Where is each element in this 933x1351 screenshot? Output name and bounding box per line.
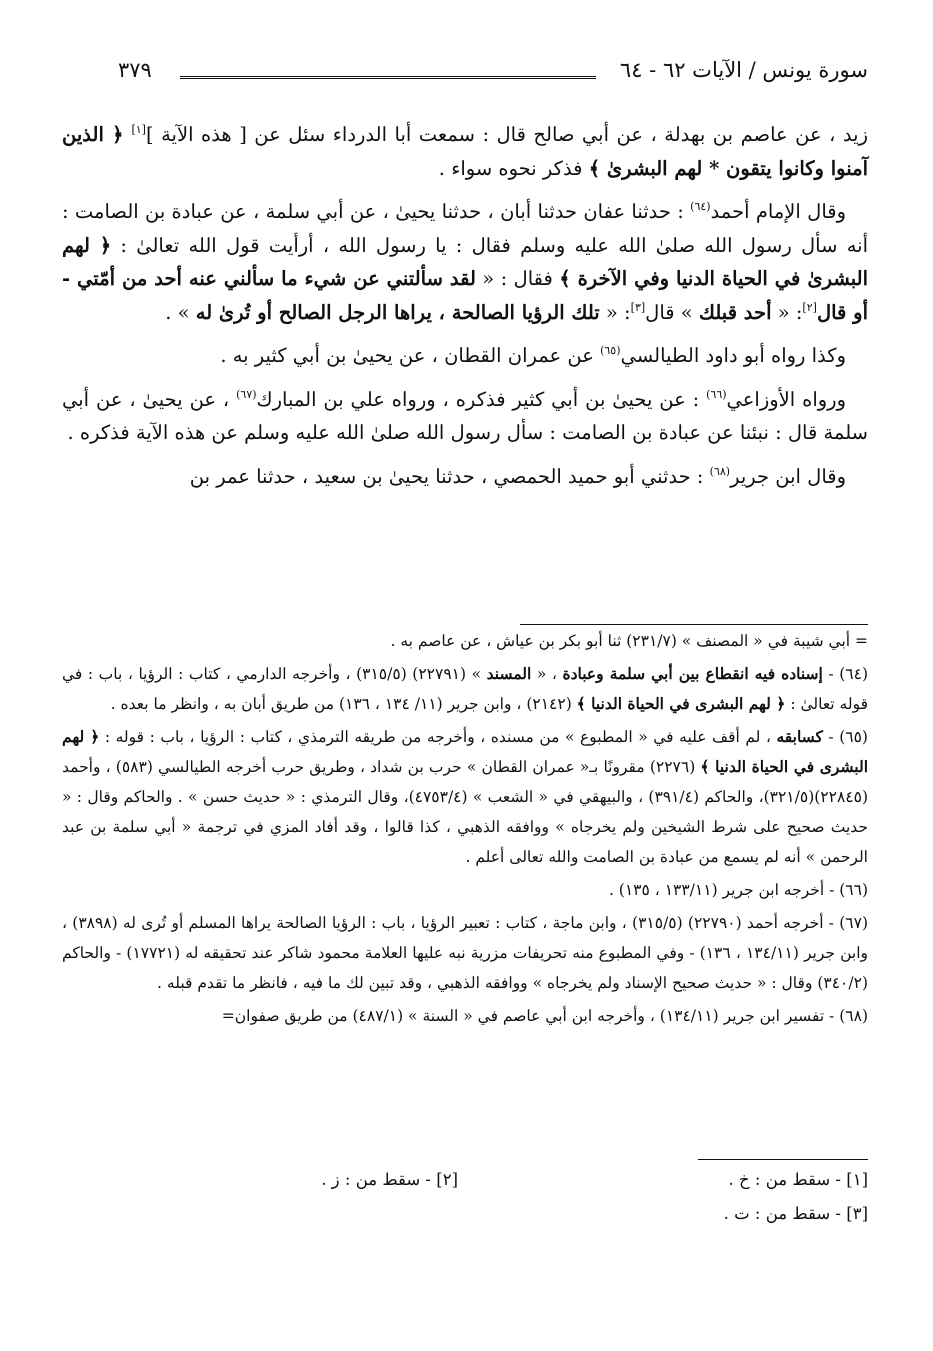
variants-separator (698, 1159, 868, 1160)
footnote-67: (٦٧) - أخرجه أحمد (٢٢٧٩٠) (٣١٥/٥) ، وابن ماجة ، كتاب : تعبير الرؤيا ، باب : الرؤيا الصالحة يراها المسلم أو تُرى له (٣٨٩٨) ، وابن جرير (١٣٤/١١ ، ١٣٦) - وفي المطبوع منه تحريفات مزرية نبه عليها العلامة محمود شاكر عند تحقيقه له (١٧٧٢١) - والحاكم (٣٤٠/٢) وقال : « حديث صحيح الإسناد ولم يخرجاه » ووافقه الذهبي ، وقد تبين لك ما فيه ، فانظر ما تقدم قبله . (62, 914, 869, 992)
page-header (118, 58, 868, 90)
paragraph-2: وقال الإمام أحمد$^{(٦٤)}$ : حدثنا عفان حدثنا أبان ، حدثنا يحيىٰ ، عن أبي سلمة ، عن عبادة بن الصامت : أنه سأل رسول الله صلىٰ الله عليه وسلم فقال : يا رسول الله ، أرأيت قول الله تعالىٰ : ﴿ لهم البشرىٰ في الحياة الدنيا وفي الآخرة ﴾ فقال : « لقد سألتني عن شيء ما سألني عنه أحد من أمّتي - أو قال[٢]: « أحد قبلك » قال[٣]: « تلك الرؤيا الصالحة ، يراها الرجل الصالح أو تُرىٰ له » . (62, 200, 868, 324)
footnote-66: (٦٦) - أخرجه ابن جرير (١٣٣/١١ ، ١٣٥) . (608, 881, 868, 899)
main-text (62, 118, 868, 503)
variant-2: [٢] - سقط من : ز . (321, 1170, 458, 1189)
header-rule (180, 76, 596, 81)
footnote-separator (520, 624, 868, 625)
paragraph-4: ورواه الأوزاعي$^{(٦٦)}$ : عن يحيىٰ بن أبي كثير فذكره ، ورواه علي بن المبارك$^{(٦٧)}$ ، عن يحيىٰ ، عن أبي سلمة قال : نبئنا عن عبادة بن الصامت : سأل رسول الله صلىٰ الله عليه وسلم عن هذه الآية فذكره . (62, 387, 868, 444)
paragraph-1: زيد ، عن عاصم بن بهدلة ، عن أبي صالح قال : سمعت أبا الدرداء سئل عن [ هذه الآية ][١] ﴿ الذين آمنوا وكانوا يتقون * لهم البشرىٰ ﴾ فذكر نحوه سواء . (62, 123, 868, 180)
footnotes (62, 626, 868, 1034)
variant-1: [١] - سقط من : خ . (728, 1170, 868, 1189)
footnote-65: (٦٥) - كسابقه ، لم أقف عليه في « المطبوع » من مسنده ، وأخرجه من طريقه الترمذي ، كتاب : الرؤيا ، باب : قوله : ﴿ لهم البشرى في الحياة الدنيا ﴾ (٢٢٧٦) مقرونًا بـ« عمران القطان » حرب بن شداد ، وطريق حرب أخرجه الطيالسي (٥٨٣) ، وأحمد (٢٢٨٤٥)(٣٢١/٥)، والحاكم (٣٩١/٤) ، والبيهقي في « الشعب » (٤٧٥٣/٤)، وقال الترمذي : « حديث حسن » . والحاكم وقال : « حديث صحيح على شرط الشيخين ولم يخرجاه » ووافقه الذهبي ، كذا قالوا ، وقد أفاد المزي في ترجمة « أبي سلمة بن عبد الرحمن » أنه لم يسمع من عبادة بن الصامت والله تعالى أعلم . (62, 727, 869, 866)
footnote-64: (٦٤) - إسناده فيه انقطاع بين أبي سلمة وعبادة ، « المسند » (٢٢٧٩١) (٣١٥/٥) ، وأخرجه الدارمي ، كتاب : الرؤيا ، باب : في قوله تعالىٰ : ﴿ لهم البشرى في الحياة الدنيا ﴾ (٢١٤٢) ، وابن جرير (١١/ ١٣٤ ، ١٣٦) من طريق أبان به ، وانظر ما بعده . (62, 664, 868, 713)
paragraph-3: وكذا رواه أبو داود الطيالسي$^{(٦٥)}$ عن عمران القطان ، عن يحيىٰ بن أبي كثير به . (220, 344, 846, 367)
paragraph-5: وقال ابن جرير$^{(٦٨)}$ : حدثني أبو حميد الحمصي ، حدثنا يحيىٰ بن سعيد ، حدثنا عمر بن (189, 464, 846, 488)
variant-3: [٣] - سقط من : ت . (723, 1204, 868, 1223)
footnote-68: (٦٨) - تفسير ابن جرير (١٣٤/١١) ، وأخرجه ابن أبي عاصم في « السنة » (٤٨٧/١) من طريق صفوان= (221, 1007, 868, 1025)
footnote-continued: = أبي شيبة في « المصنف » (٢٣١/٧) ثنا أبو بكر بن عياش ، عن عاصم به . (390, 632, 868, 650)
page-number: ٣٧٩ (118, 58, 152, 82)
running-title: سورة يونس / الآيات ٦٢ - ٦٤ (619, 58, 868, 82)
